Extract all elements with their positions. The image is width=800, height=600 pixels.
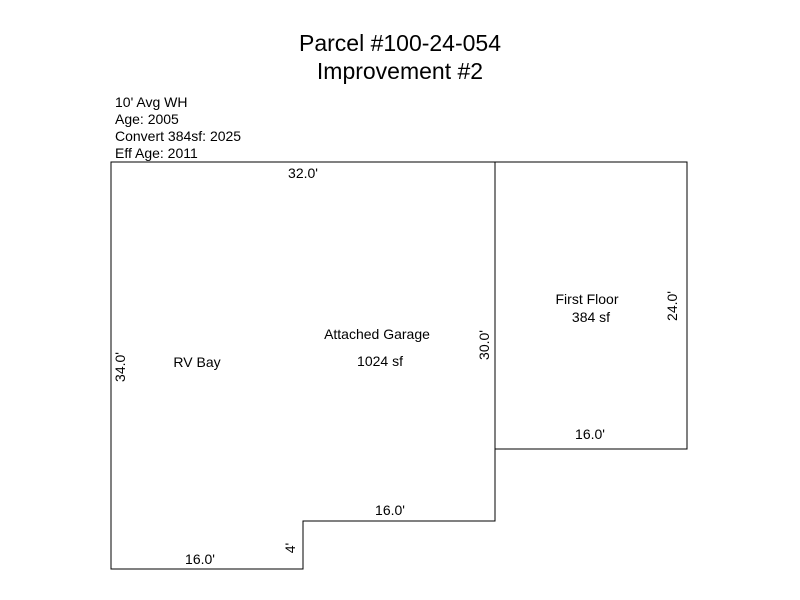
garage-name-label: Attached Garage (324, 326, 430, 342)
dim-garage-lower-step: 16.0' (375, 502, 405, 518)
rv-bay-label: RV Bay (173, 354, 221, 370)
dim-garage-left: 34.0' (112, 352, 128, 382)
first-floor-name-label: First Floor (555, 291, 619, 307)
garage-area-label: 1024 sf (357, 353, 403, 369)
garage-outline (111, 162, 495, 569)
dim-garage-bottom: 16.0' (185, 551, 215, 567)
dim-garage-right: 30.0' (476, 330, 492, 360)
improvement-title: Improvement #2 (316, 58, 484, 84)
note-eff-age: Eff Age: 2011 (115, 145, 198, 161)
dim-garage-top: 32.0' (288, 165, 318, 181)
first-floor-area-label: 384 sf (571, 309, 611, 325)
dim-first-floor-right: 24.0' (664, 291, 680, 321)
dim-first-floor-bottom: 16.0' (575, 426, 605, 442)
note-convert: Convert 384sf: 2025 (115, 128, 242, 144)
parcel-title: Parcel #100-24-054 (298, 30, 502, 56)
dim-garage-notch: 4' (282, 542, 298, 554)
note-age: Age: 2005 (115, 111, 179, 127)
note-wall-height: 10' Avg WH (115, 94, 188, 110)
